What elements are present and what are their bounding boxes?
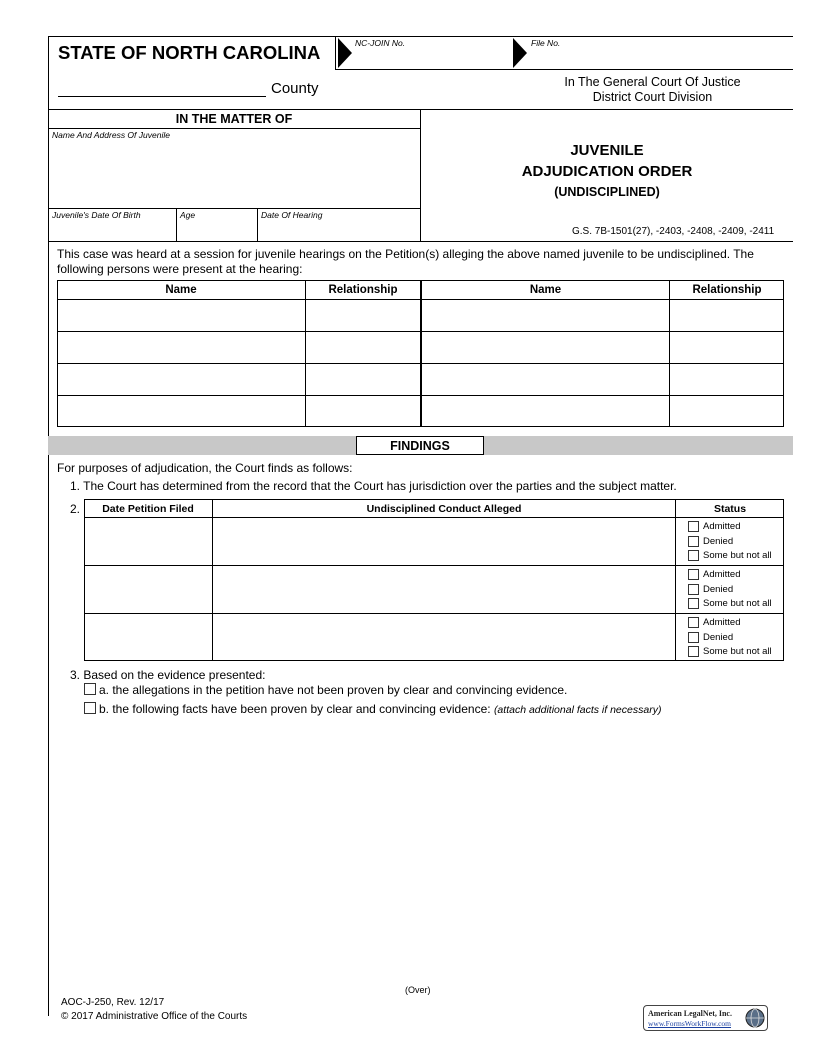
file-label: File No. xyxy=(531,38,561,48)
item3a-text: a. the allegations in the petition have not been proven by clear and convincing evidence. xyxy=(99,683,568,697)
county-label: County xyxy=(271,80,319,97)
row1-admitted-label: Admitted xyxy=(703,521,741,532)
file-arrow-icon xyxy=(513,38,527,68)
row1-denied-label: Denied xyxy=(703,536,734,547)
finding-item-3: 3. Based on the evidence presented: xyxy=(70,668,266,682)
row3-some-label: Some but not all xyxy=(703,646,772,657)
petition-header-date: Date Petition Filed xyxy=(102,503,194,515)
row2-some-label: Some but not all xyxy=(703,598,772,609)
row2-denied-label: Denied xyxy=(703,584,734,595)
court-line1: In The General Court Of Justice xyxy=(564,75,741,89)
badge-line2: www.FormsWorkFlow.com xyxy=(648,1019,732,1028)
county-blank[interactable] xyxy=(58,96,266,97)
row1-denied-checkbox[interactable] xyxy=(688,536,699,547)
item3b-checkbox[interactable] xyxy=(84,702,96,714)
petition-header-conduct: Undisciplined Conduct Alleged xyxy=(366,503,522,515)
row3-denied-checkbox[interactable] xyxy=(688,632,699,643)
form-title-line3: (UNDISCIPLINED) xyxy=(554,185,660,199)
row3-admitted-label: Admitted xyxy=(703,617,741,628)
persons-header-relationship-1: Relationship xyxy=(328,284,398,296)
age-label: Age xyxy=(180,210,196,220)
petition-table xyxy=(84,499,784,661)
form-title-line1: JUVENILE xyxy=(570,142,644,159)
row2-denied-checkbox[interactable] xyxy=(688,584,699,595)
legalnet-badge[interactable] xyxy=(643,1005,768,1031)
persons-header-name-2: Name xyxy=(529,284,562,296)
persons-header-relationship-2: Relationship xyxy=(692,284,762,296)
form-title-line2: ADJUDICATION ORDER xyxy=(521,163,693,180)
finding-item-2-number: 2. xyxy=(70,502,81,516)
item3b-note: (attach additional facts if necessary) xyxy=(493,704,662,716)
row2-admitted-checkbox[interactable] xyxy=(688,569,699,580)
statute-reference: G.S. 7B-1501(27), -2403, -2408, -2409, -2411 xyxy=(572,226,775,237)
ncjoin-label: NC-JOIN No. xyxy=(355,38,406,48)
row3-admitted-checkbox[interactable] xyxy=(688,617,699,628)
court-line2: District Court Division xyxy=(592,90,713,104)
copyright: © 2017 Administrative Office of the Courts xyxy=(61,1011,248,1022)
ncjoin-arrow-icon xyxy=(338,38,352,68)
dob-field[interactable] xyxy=(50,222,174,239)
findings-intro: For purposes of adjudication, the Court finds as follows: xyxy=(57,461,353,475)
hearing-date-label: Date Of Hearing xyxy=(261,210,323,220)
row1-admitted-checkbox[interactable] xyxy=(688,521,699,532)
name-address-field[interactable] xyxy=(52,142,416,206)
name-address-label: Name And Address Of Juvenile xyxy=(52,130,170,140)
findings-heading: FINDINGS xyxy=(356,436,484,455)
row1-some-checkbox[interactable] xyxy=(688,550,699,561)
dob-label: Juvenile's Date Of Birth xyxy=(52,210,141,220)
badge-line1: American LegalNet, Inc. xyxy=(648,1009,732,1018)
item3a-checkbox[interactable] xyxy=(84,683,96,695)
row1-some-label: Some but not all xyxy=(703,550,772,561)
over-label: (Over) xyxy=(405,985,431,995)
petition-header-status: Status xyxy=(713,503,747,515)
row2-admitted-label: Admitted xyxy=(703,569,741,580)
form-number: AOC-J-250, Rev. 12/17 xyxy=(61,997,165,1008)
finding-item-1: 1. The Court has determined from the record that the Court has jurisdiction over the parties and the subject matter. xyxy=(70,479,677,493)
matter-heading: IN THE MATTER OF xyxy=(175,112,293,126)
row3-denied-label: Denied xyxy=(703,632,734,643)
hearing-date-field[interactable] xyxy=(259,222,418,239)
item3b-text: b. the following facts have been proven by clear and convincing evidence: xyxy=(99,702,491,716)
row2-some-checkbox[interactable] xyxy=(688,598,699,609)
intro-text: This case was heard at a session for juvenile hearings on the Petition(s) alleging the above named juvenile to be undisciplined. The following persons were present at the hearing: xyxy=(57,247,754,276)
persons-header-name-1: Name xyxy=(165,284,197,296)
state-title: STATE OF NORTH CAROLINA xyxy=(58,42,321,63)
globe-icon xyxy=(744,1007,766,1029)
row3-some-checkbox[interactable] xyxy=(688,646,699,657)
age-field[interactable] xyxy=(178,222,255,239)
